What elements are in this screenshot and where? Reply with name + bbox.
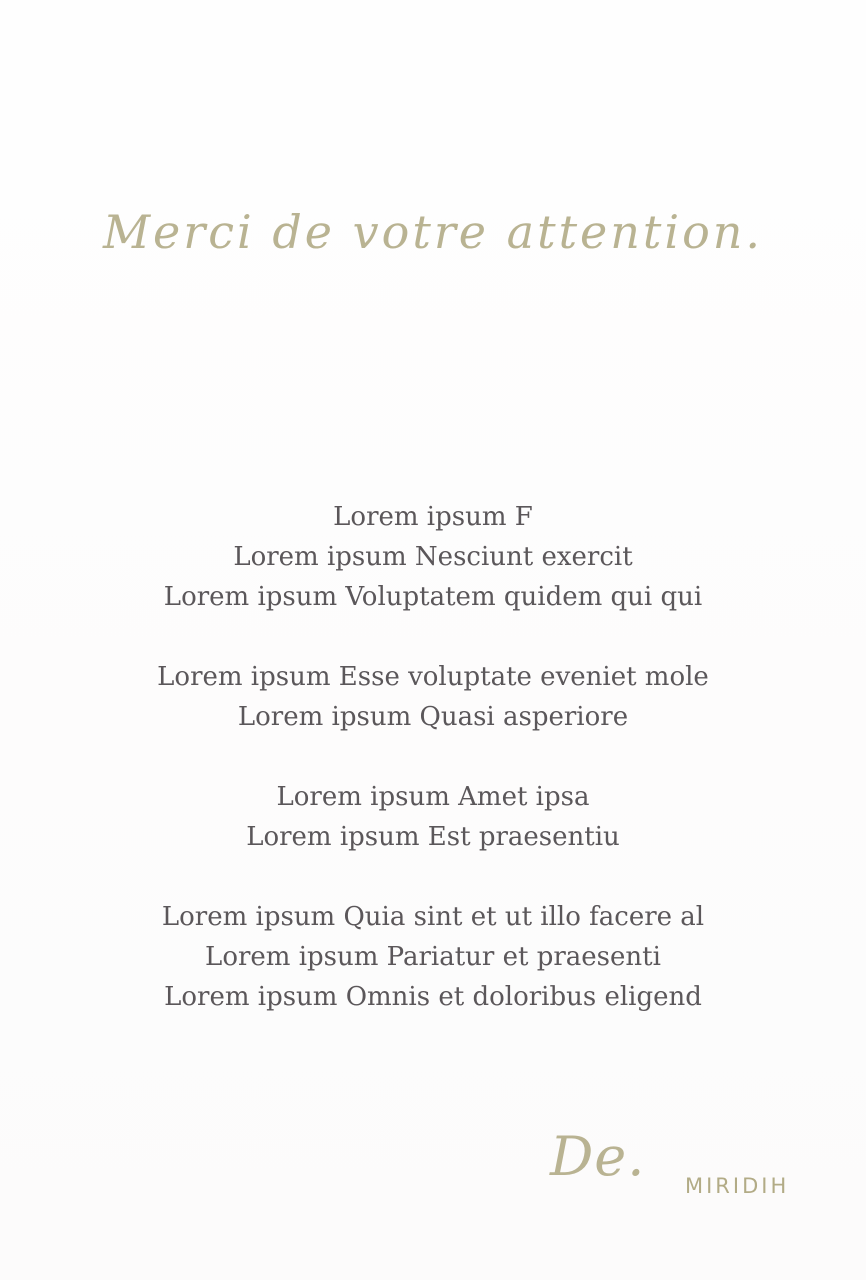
text-line: Lorem ipsum Quia sint et ut illo facere al xyxy=(161,902,705,932)
text-line: Lorem ipsum Quasi asperiore xyxy=(237,702,629,732)
body-text xyxy=(0,497,866,1057)
text-line: Lorem ipsum Est praesentiu xyxy=(246,822,620,852)
text-line: Lorem ipsum Amet ipsa xyxy=(276,782,590,812)
text-line: Lorem ipsum Omnis et doloribus eligend xyxy=(164,982,702,1012)
paragraph xyxy=(0,497,866,617)
paragraph xyxy=(0,777,866,857)
brand-name: MIRIDIH xyxy=(685,1174,790,1198)
signature-mark: De. xyxy=(550,1125,646,1188)
text-line: Lorem ipsum Esse voluptate eveniet mole xyxy=(157,662,709,692)
page-title: Merci de votre attention. xyxy=(102,205,764,259)
text-line: Lorem ipsum Nesciunt exercit xyxy=(233,542,633,572)
text-line: Lorem ipsum F xyxy=(333,502,533,532)
paragraph xyxy=(0,657,866,737)
text-line: Lorem ipsum Pariatur et praesenti xyxy=(205,942,661,972)
text-line: Lorem ipsum Voluptatem quidem qui qui xyxy=(163,582,703,612)
paragraph xyxy=(0,897,866,1017)
